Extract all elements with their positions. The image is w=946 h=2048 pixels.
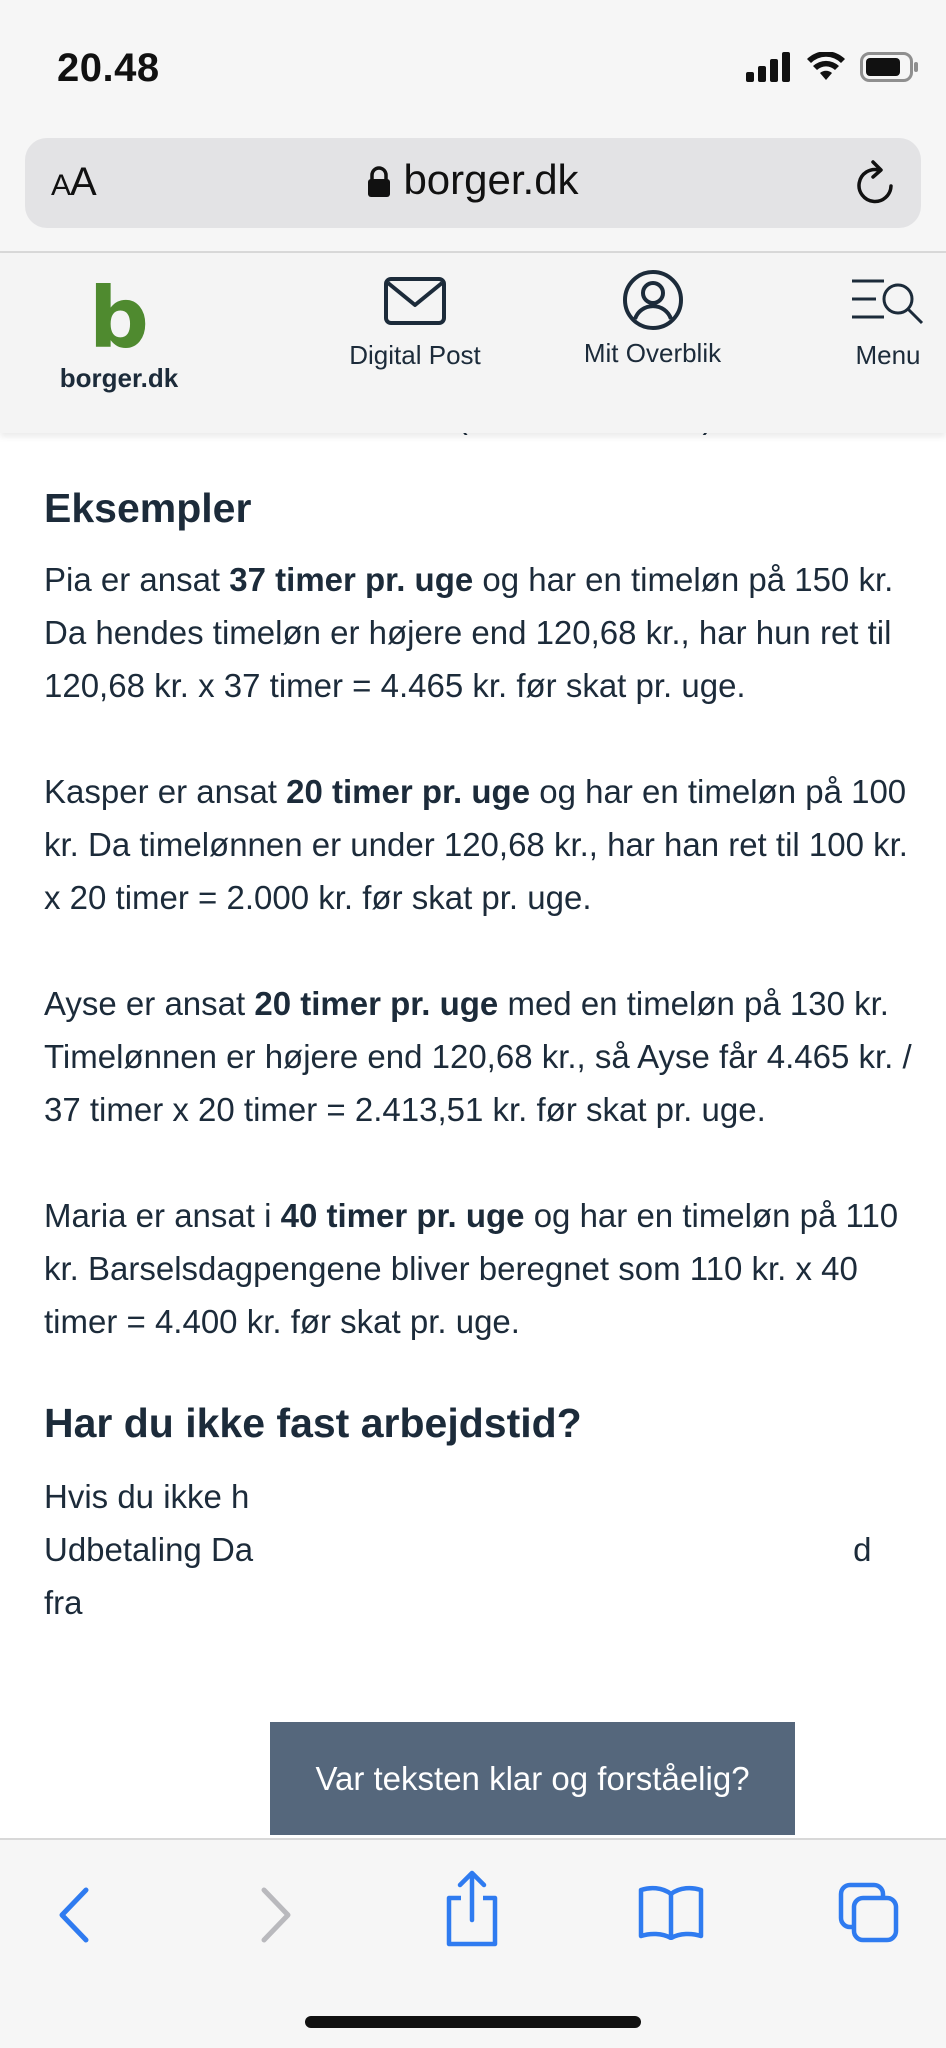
example-ayse: Ayse er ansat 20 timer pr. uge med en timeløn på 130 kr. Timelønnen er højere end 120,68 kr., så Ayse får 4.465 kr. / 37 timer x 20 timer = 2.413,51 kr. før skat pr. uge. (44, 985, 912, 1128)
example-maria: Maria er ansat i 40 timer pr. uge og har en timeløn på 110 kr. Barselsdagpengene bliver beregnet som 110 kr. x 40 timer = 4.400 kr. før skat pr. uge. (44, 1197, 899, 1340)
example-pia: Pia er ansat 37 timer pr. uge og har en timeløn på 150 kr. Da hendes timeløn er højere end 120,68 kr., har hun ret til 120,68 kr. x 37 timer = 4.465 kr. før skat pr. uge. (44, 561, 894, 704)
signal-icon (746, 52, 792, 82)
nav-digital-post-label: Digital Post (349, 340, 481, 370)
example-kasper: Kasper er ansat 20 timer pr. uge og har en timeløn på 100 kr. Da timelønnen er under 120,68 kr., har han ret til 100 kr. x 20 timer = 2.000 kr. før skat pr. uge. (44, 773, 908, 916)
browser-bottom-toolbar (0, 1838, 946, 2048)
last-paragraph: Hvis du ikke h Udbetaling Da d fra (44, 1478, 872, 1621)
heading-examples: Eksempler (44, 485, 252, 531)
nav-menu[interactable] (840, 275, 936, 371)
menu-search-icon (850, 275, 926, 327)
nav-digital-post[interactable] (340, 275, 490, 371)
wifi-icon (806, 52, 846, 82)
status-icons (746, 52, 920, 82)
browser-top-bar (0, 130, 946, 253)
reload-icon[interactable] (853, 158, 899, 208)
logo-label: borger.dk (59, 363, 179, 393)
logo-mark: b (88, 269, 150, 367)
battery-icon (860, 52, 920, 82)
status-bar (0, 0, 946, 130)
status-time: 20.48 (57, 46, 160, 90)
heading-no-fixed-hours: Har du ikke fast arbejdstid? (44, 1400, 582, 1446)
url-display[interactable] (25, 156, 921, 204)
address-bar[interactable] (25, 138, 921, 228)
nav-mit-overblik-label: Mit Overblik (583, 338, 722, 368)
back-icon[interactable] (52, 1880, 96, 1950)
url-text: borger.dk (403, 156, 579, 203)
bookmarks-icon[interactable] (638, 1884, 704, 1940)
site-header (0, 253, 946, 433)
feedback-button[interactable]: Var teksten klar og forståelig? (270, 1722, 795, 1835)
lock-icon (367, 166, 391, 198)
user-icon (622, 269, 684, 331)
text-size-button[interactable]: AA (51, 160, 96, 204)
article-content (44, 390, 914, 1629)
mail-icon (383, 275, 447, 327)
forward-icon[interactable] (254, 1880, 298, 1950)
share-icon[interactable] (443, 1870, 501, 1950)
home-indicator[interactable] (305, 2016, 641, 2028)
nav-menu-label: Menu (855, 340, 921, 370)
site-logo[interactable] (54, 269, 184, 394)
tabs-icon[interactable] (838, 1882, 900, 1944)
nav-mit-overblik[interactable] (570, 275, 735, 369)
